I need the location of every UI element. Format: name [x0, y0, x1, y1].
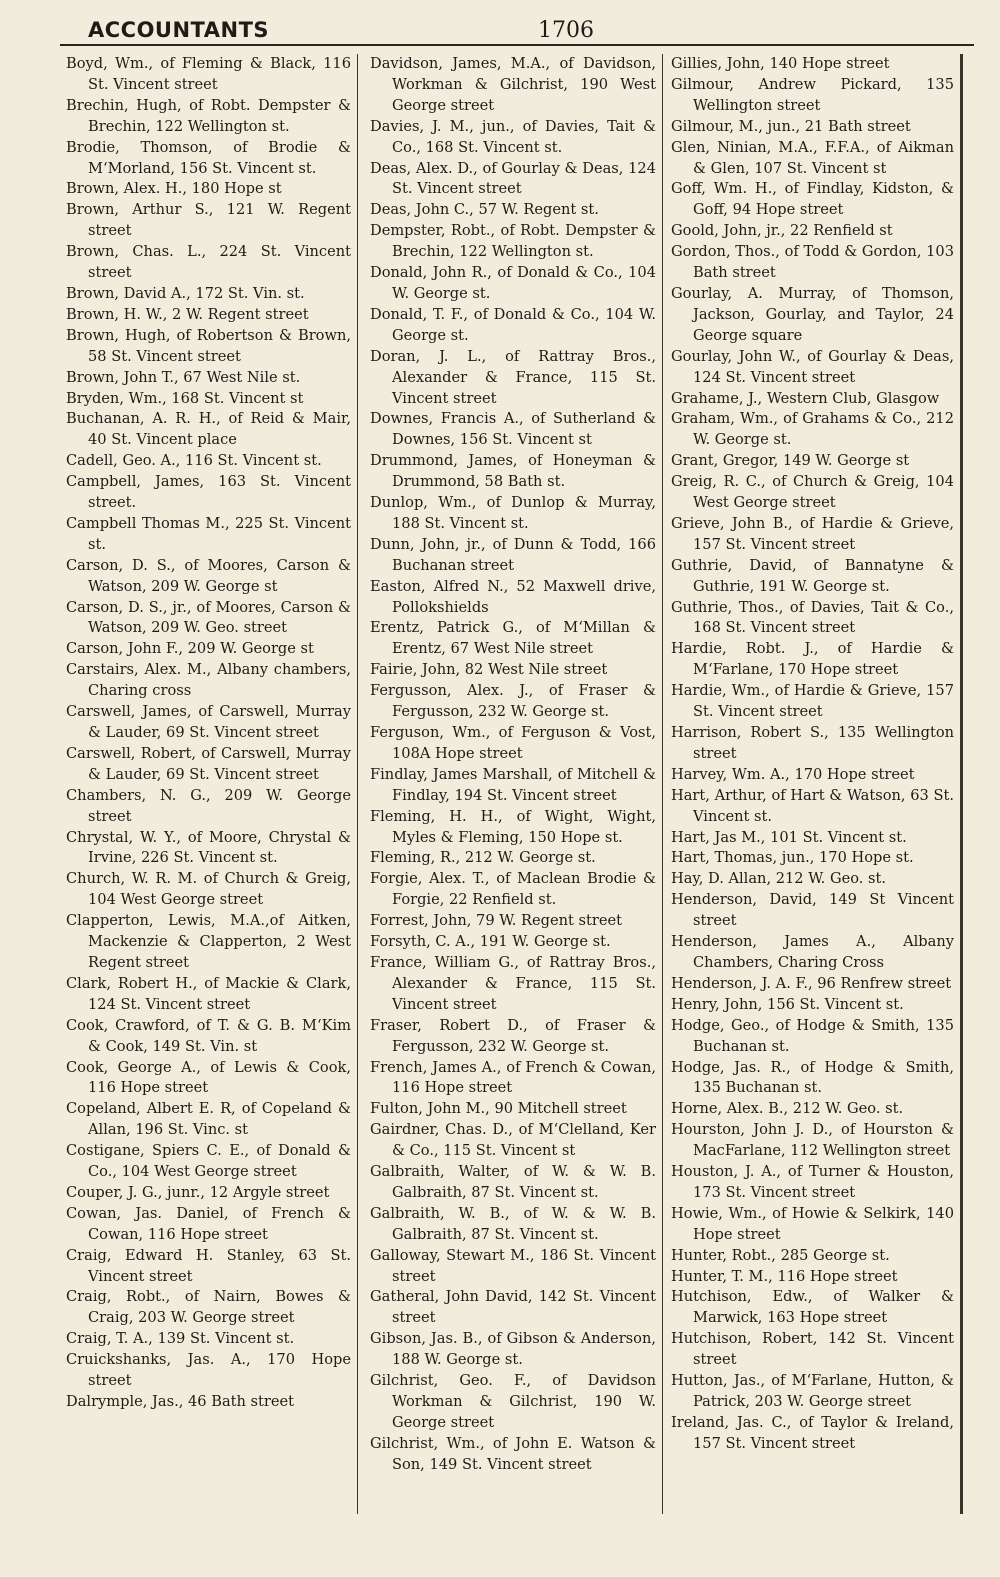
directory-entry: Brechin, Hugh, of Robt. Dempster & Brechin, 122 Wellington st.: [66, 96, 351, 135]
column-3: [663, 54, 963, 1514]
directory-entry: Hutchison, Edw., of Walker & Marwick, 163 Hope street: [671, 1288, 954, 1327]
directory-entry: Gordon, Thos., of Todd & Gordon, 103 Bath street: [671, 243, 954, 282]
directory-entry: Chrystal, W. Y., of Moore, Chrystal & Irvine, 226 St. Vincent st.: [66, 828, 351, 867]
directory-entry: Davies, J. M., jun., of Davies, Tait & Co., 168 St. Vincent st.: [370, 117, 656, 156]
directory-entry: Goold, John, jr., 22 Renfield st: [671, 222, 893, 240]
directory-entry: Hay, D. Allan, 212 W. Geo. st.: [671, 870, 887, 888]
directory-entry: Hutchison, Robert, 142 St. Vincent street: [671, 1330, 954, 1369]
directory-entry: Hart, Arthur, of Hart & Watson, 63 St. Vincent st.: [671, 786, 954, 825]
directory-entry: Forsyth, C. A., 191 W. George st.: [370, 933, 611, 951]
directory-entry: Henry, John, 156 St. Vincent st.: [671, 995, 904, 1013]
directory-entry: France, William G., of Rattray Bros., Alexander & France, 115 St. Vincent street: [370, 953, 656, 1013]
directory-entry: Forrest, John, 79 W. Regent street: [370, 912, 622, 930]
directory-entry: Guthrie, Thos., of Davies, Tait & Co., 168 St. Vincent street: [671, 598, 954, 637]
directory-entry: Brown, Chas. L., 224 St. Vincent street: [66, 243, 351, 282]
directory-entry: Costigane, Spiers C. E., of Donald & Co., 104 West George street: [66, 1142, 351, 1181]
directory-entry: Grieve, John B., of Hardie & Grieve, 157 St. Vincent street: [671, 514, 954, 553]
page-header: [60, 14, 974, 46]
directory-entry: Cruickshanks, Jas. A., 170 Hope street: [66, 1351, 351, 1390]
directory-entry: Glen, Ninian, M.A., F.F.A., of Aikman & Glen, 107 St. Vincent st: [671, 138, 954, 177]
directory-entry: Fraser, Robert D., of Fraser & Fergusson, 232 W. George st.: [370, 1016, 656, 1055]
directory-entry: Dempster, Robt., of Robt. Dempster & Brechin, 122 Wellington st.: [370, 222, 656, 261]
directory-entry: Couper, J. G., junr., 12 Argyle street: [66, 1183, 330, 1201]
directory-entry: Gourlay, A. Murray, of Thomson, Jackson, Gourlay, and Taylor, 24 George square: [671, 284, 954, 344]
directory-entry: Brown, H. W., 2 W. Regent street: [66, 305, 309, 323]
directory-entry: Carstairs, Alex. M., Albany chambers, Charing cross: [66, 661, 351, 700]
directory-entry: Doran, J. L., of Rattray Bros., Alexander & France, 115 St. Vincent street: [370, 347, 656, 407]
directory-entry: Guthrie, David, of Bannatyne & Guthrie, 191 W. George st.: [671, 556, 954, 595]
directory-entry: Henderson, James A., Albany Chambers, Charing Cross: [671, 933, 954, 971]
directory-entry: Carswell, Robert, of Carswell, Murray & Lauder, 69 St. Vincent street: [66, 744, 351, 783]
directory-entry: Brown, Hugh, of Robertson & Brown, 58 St. Vincent street: [66, 326, 351, 365]
directory-entry: Fulton, John M., 90 Mitchell street: [370, 1100, 627, 1118]
directory-entry: Hodge, Geo., of Hodge & Smith, 135 Buchanan st.: [671, 1016, 954, 1055]
directory-entry: Cadell, Geo. A., 116 St. Vincent st.: [66, 452, 322, 470]
directory-entry: Brown, David A., 172 St. Vin. st.: [66, 284, 305, 302]
directory-entry: Downes, Francis A., of Sutherland & Downes, 156 St. Vincent st: [370, 410, 656, 449]
directory-entry: Findlay, James Marshall, of Mitchell & Findlay, 194 St. Vincent street: [370, 765, 656, 804]
directory-entry: Easton, Alfred N., 52 Maxwell drive, Pollokshields: [370, 577, 656, 616]
directory-entry: Carson, D. S., of Moores, Carson & Watson, 209 W. George st: [66, 556, 351, 595]
directory-entry: Dalrymple, Jas., 46 Bath street: [66, 1393, 295, 1410]
directory-entry: Fleming, H. H., of Wight, Wight, Myles & Fleming, 150 Hope st.: [370, 807, 656, 846]
directory-entry: Clapperton, Lewis, M.A.,of Aitken, Mackenzie & Clapperton, 2 West Regent street: [66, 912, 351, 971]
directory-entry: Fergusson, Alex. J., of Fraser & Fergusson, 232 W. George st.: [370, 682, 656, 721]
directory-entry: Henderson, J. A. F., 96 Renfrew street: [671, 974, 952, 992]
directory-entry: Gairdner, Chas. D., of M‘Clelland, Ker & Co., 115 St. Vincent st: [370, 1121, 656, 1160]
directory-entry: Brown, Alex. H., 180 Hope st: [66, 180, 282, 198]
directory-entry: Harvey, Wm. A., 170 Hope street: [671, 765, 915, 783]
directory-entry: Grant, Gregor, 149 W. George st: [671, 452, 910, 470]
directory-entry: Gilchrist, Wm., of John E. Watson & Son, 149 St. Vincent street: [370, 1434, 656, 1473]
directory-entry: Galbraith, W. B., of W. & W. B. Galbraith, 87 St. Vincent st.: [370, 1204, 656, 1243]
directory-entry: Houston, J. A., of Turner & Houston, 173 St. Vincent street: [671, 1163, 954, 1201]
directory-entry: Cowan, Jas. Daniel, of French & Cowan, 116 Hope street: [66, 1204, 351, 1243]
directory-entry: Hunter, T. M., 116 Hope street: [671, 1267, 898, 1285]
directory-entry: French, James A., of French & Cowan, 116 Hope street: [370, 1058, 656, 1097]
directory-entry: Hourston, John J. D., of Hourston & MacFarlane, 112 Wellington street: [671, 1121, 954, 1160]
directory-entry: Craig, T. A., 139 St. Vincent st.: [66, 1330, 295, 1348]
directory-entry: Drummond, James, of Honeyman & Drummond, 58 Bath st.: [370, 452, 656, 491]
directory-entry: Henderson, David, 149 St Vincent street: [671, 891, 954, 930]
directory-entry: Church, W. R. M. of Church & Greig, 104 West George street: [66, 870, 351, 909]
directory-entry: Grahame, J., Western Club, Glasgow: [671, 389, 940, 407]
page-number: 1706: [538, 18, 594, 43]
directory-entry: Donald, John R., of Donald & Co., 104 W. George st.: [370, 264, 656, 302]
directory-entry: Howie, Wm., of Howie & Selkirk, 140 Hope street: [671, 1204, 954, 1243]
directory-entry: Donald, T. F., of Donald & Co., 104 W. George st.: [370, 305, 656, 344]
directory-entry: Deas, Alex. D., of Gourlay & Deas, 124 St. Vincent street: [370, 159, 656, 198]
directory-entry: Greig, R. C., of Church & Greig, 104 West George street: [671, 473, 954, 512]
directory-entry: Gilchrist, Geo. F., of Davidson Workman & Gilchrist, 190 W. George street: [370, 1372, 656, 1431]
directory-entry: Craig, Robt., of Nairn, Bowes & Craig, 203 W. George street: [66, 1288, 351, 1327]
directory-entry: Carson, D. S., jr., of Moores, Carson & Watson, 209 W. Geo. street: [66, 598, 351, 637]
directory-entry: Horne, Alex. B., 212 W. Geo. st.: [671, 1100, 904, 1118]
directory-entry: Hardie, Wm., of Hardie & Grieve, 157 St. Vincent street: [671, 682, 954, 721]
directory-entry: Hart, Jas M., 101 St. Vincent st.: [671, 828, 907, 846]
directory-entry: Cook, Crawford, of T. & G. B. M‘Kim & Cook, 149 St. Vin. st: [66, 1016, 351, 1055]
directory-entry: Graham, Wm., of Grahams & Co., 212 W. George st.: [671, 410, 954, 449]
directory-entry: Gilmour, Andrew Pickard, 135 Wellington street: [671, 75, 954, 114]
directory-entry: Gibson, Jas. B., of Gibson & Anderson, 188 W. George st.: [370, 1330, 656, 1369]
directory-entry: Deas, John C., 57 W. Regent st.: [370, 201, 599, 219]
section-title: ACCOUNTANTS: [88, 18, 270, 42]
directory-entry: Cook, George A., of Lewis & Cook, 116 Hope street: [66, 1058, 351, 1097]
directory-entry: Gatheral, John David, 142 St. Vincent street: [370, 1288, 656, 1327]
directory-entry: Clark, Robert H., of Mackie & Clark, 124 St. Vincent street: [66, 974, 351, 1013]
directory-columns: [60, 54, 974, 1514]
column-2: [358, 54, 663, 1514]
directory-entry: Hodge, Jas. R., of Hodge & Smith, 135 Buchanan st.: [671, 1058, 954, 1097]
directory-entry: Gillies, John, 140 Hope street: [671, 55, 890, 72]
directory-entry: Gilmour, M., jun., 21 Bath street: [671, 117, 911, 135]
directory-entry: Buchanan, A. R. H., of Reid & Mair, 40 St. Vincent place: [66, 410, 351, 449]
directory-entry: Fleming, R., 212 W. George st.: [370, 849, 596, 867]
directory-entry: Dunlop, Wm., of Dunlop & Murray, 188 St. Vincent st.: [370, 494, 656, 532]
directory-entry: Copeland, Albert E. R, of Copeland & Allan, 196 St. Vinc. st: [66, 1100, 351, 1139]
directory-entry: Ferguson, Wm., of Ferguson & Vost, 108A Hope street: [370, 724, 656, 762]
directory-entry: Forgie, Alex. T., of Maclean Brodie & Forgie, 22 Renfield st.: [370, 870, 656, 909]
directory-entry: Brown, John T., 67 West Nile st.: [66, 368, 301, 386]
directory-entry: Hutton, Jas., of M‘Farlane, Hutton, & Patrick, 203 W. George street: [671, 1372, 954, 1410]
directory-entry: Carswell, James, of Carswell, Murray & Lauder, 69 St. Vincent street: [66, 703, 351, 741]
directory-entry: Bryden, Wm., 168 St. Vincent st: [66, 389, 304, 407]
directory-entry: Craig, Edward H. Stanley, 63 St. Vincent street: [66, 1246, 351, 1285]
directory-entry: Goff, Wm. H., of Findlay, Kidston, & Goff, 94 Hope street: [671, 180, 954, 219]
directory-entry: Brown, Arthur S., 121 W. Regent street: [66, 201, 351, 240]
directory-entry: Galbraith, Walter, of W. & W. B. Galbraith, 87 St. Vincent st.: [370, 1163, 656, 1201]
directory-entry: Chambers, N. G., 209 W. George street: [66, 786, 351, 825]
directory-entry: Campbell, James, 163 St. Vincent street.: [66, 473, 351, 512]
directory-entry: Harrison, Robert S., 135 Wellington street: [671, 724, 954, 762]
directory-entry: Ireland, Jas. C., of Taylor & Ireland, 157 St. Vincent street: [671, 1413, 954, 1452]
directory-entry: Fairie, John, 82 West Nile street: [370, 661, 608, 679]
directory-entry: Brodie, Thomson, of Brodie & M‘Morland, 156 St. Vincent st.: [66, 138, 351, 177]
directory-entry: Davidson, James, M.A., of Davidson, Workman & Gilchrist, 190 West George street: [370, 55, 656, 114]
directory-entry: Carson, John F., 209 W. George st: [66, 640, 314, 658]
directory-entry: Erentz, Patrick G., of M‘Millan & Erentz, 67 West Nile street: [370, 619, 656, 658]
directory-entry: Campbell Thomas M., 225 St. Vincent st.: [66, 514, 351, 553]
directory-entry: Galloway, Stewart M., 186 St. Vincent street: [370, 1246, 656, 1285]
column-1: [60, 54, 358, 1514]
directory-entry: Dunn, John, jr., of Dunn & Todd, 166 Buchanan street: [370, 535, 656, 574]
directory-entry: Hart, Thomas, jun., 170 Hope st.: [671, 849, 914, 867]
directory-entry: Boyd, Wm., of Fleming & Black, 116 St. Vincent street: [66, 55, 351, 93]
directory-entry: Hardie, Robt. J., of Hardie & M‘Farlane, 170 Hope street: [671, 640, 954, 679]
directory-entry: Gourlay, John W., of Gourlay & Deas, 124 St. Vincent street: [671, 347, 954, 386]
directory-entry: Hunter, Robt., 285 George st.: [671, 1246, 890, 1264]
